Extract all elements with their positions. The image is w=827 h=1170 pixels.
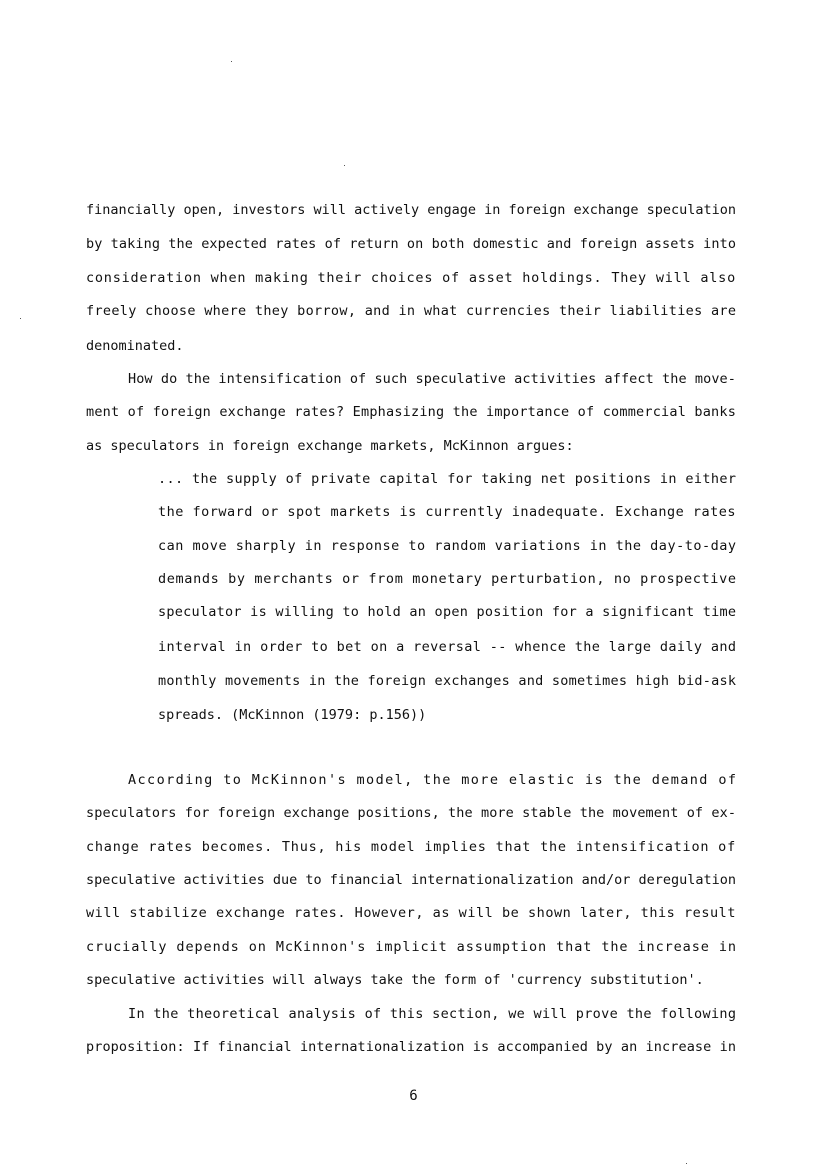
line-text: speculators for foreign exchange positions, the more stable the movement of ex- [86,805,737,821]
paragraph-line [0,802,827,824]
quote-line [0,468,827,490]
paragraph-line [0,836,827,858]
line-text: the forward or spot markets is currently inadequate. Exchange rates [158,504,736,520]
quote-line [0,636,827,658]
quote-line [0,568,827,590]
paragraph-line [0,869,827,891]
quote-line [0,670,827,692]
line-text: demands by merchants or from monetary perturbation, no prospective [158,571,737,587]
line-text: by taking the expected rates of return on both domestic and foreign assets into [86,236,737,252]
paragraph-line [0,936,827,958]
paragraph-line [0,233,827,255]
paragraph-line [0,368,827,390]
line-text: speculator is willing to hold an open position for a significant time [158,604,737,620]
quote-line [0,704,827,726]
quote-line [0,501,827,523]
line-text: can move sharply in response to random variations in the day-to-day [158,538,737,554]
line-text: consideration when making their choices of asset holdings. They will also [86,270,736,286]
paragraph-line [0,267,827,289]
paragraph-line [0,769,827,791]
line-text: How do the intensification of such speculative activities affect the move- [128,371,736,387]
line-text: monthly movements in the foreign exchanges and sometimes high bid-ask [158,673,737,689]
paragraph-line [0,199,827,221]
paragraph-line [0,335,827,357]
line-text: proposition: If financial internationalization is accompanied by an increase in [86,1039,737,1055]
scan-speck [344,165,345,166]
paragraph-line [0,1003,827,1025]
line-text: will stabilize exchange rates. However, as will be shown later, this result [86,905,737,921]
line-text: speculative activities due to financial internationalization and/or deregulation [86,872,736,888]
line-text: interval in order to bet on a reversal -- whence the large daily and [158,639,737,655]
quote-line [0,535,827,557]
paragraph-line [0,435,827,457]
scan-speck [231,61,232,62]
line-text: crucially depends on McKinnon's implicit assumption that the increase in [86,939,737,955]
line-text: denominated. [86,338,184,354]
paragraph-line [0,1036,827,1058]
line-text: According to McKinnon's model, the more elastic is the demand of [128,772,738,788]
paragraph-line [0,902,827,924]
paragraph-line [0,300,827,322]
line-text: spreads. (McKinnon (1979: p.156)) [158,707,427,723]
line-text: as speculators in foreign exchange markets, McKinnon argues: [86,438,574,454]
line-text: speculative activities will always take the form of 'currency substitution'. [86,972,704,988]
quote-line [0,601,827,623]
line-text: ... the supply of private capital for taking net positions in either [158,471,737,487]
scan-speck [686,1163,687,1164]
paragraph-line [0,401,827,423]
line-text: change rates becomes. Thus, his model implies that the intensification of [86,839,736,855]
page-number: 6 [409,1088,418,1104]
paragraph-line [0,969,827,991]
line-text: freely choose where they borrow, and in what currencies their liabilities are [86,303,737,319]
line-text: financially open, investors will actively engage in foreign exchange speculation [86,202,736,218]
line-text: ment of foreign exchange rates? Emphasizing the importance of commercial banks [86,404,737,420]
line-text: In the theoretical analysis of this section, we will prove the following [128,1006,737,1022]
